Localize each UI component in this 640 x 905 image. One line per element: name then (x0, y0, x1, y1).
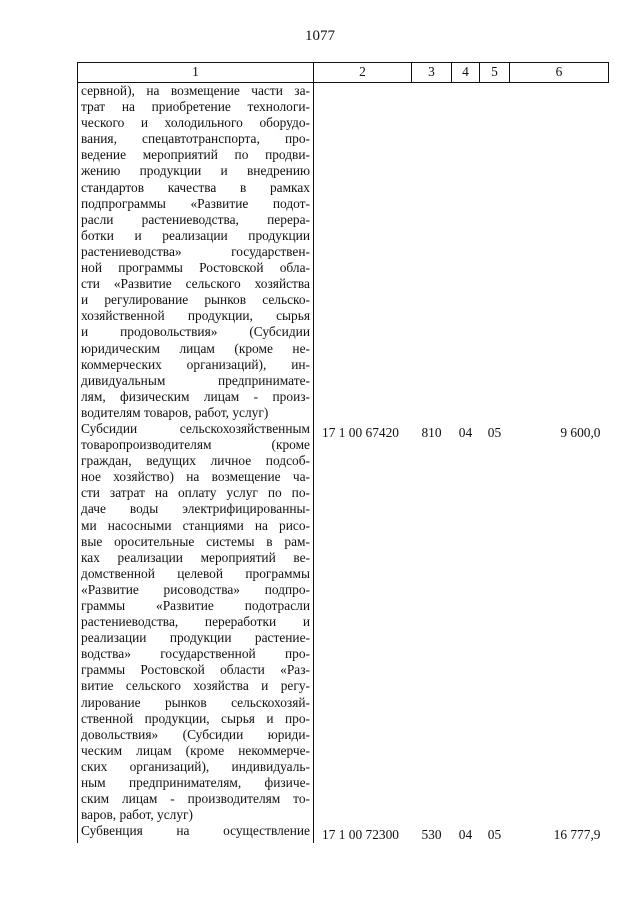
header-col-5: 5 (480, 63, 510, 83)
amount-cell: 9 600,0 (560, 424, 601, 440)
description-line: водителям товаров, работ, услуг) (81, 404, 269, 420)
expense-type-cell: 810 (421, 424, 442, 440)
classification-code-cell: 17 1 00 72300 (322, 827, 399, 843)
description-line: граждан, ведущих личное подсоб- (81, 453, 310, 469)
description-line: водства» государственной про- (81, 646, 310, 662)
description-line: жению продукции и внедрению (81, 163, 310, 179)
description-line: сервной), на возмещение части за- (81, 83, 310, 98)
description-cell (78, 823, 314, 843)
description-line: ским лицам - производителям то- (81, 791, 310, 807)
description-line: довольствия» (Субсидии юриди- (81, 726, 310, 742)
subsection-cell: 05 (487, 827, 502, 843)
description-cell (78, 421, 314, 823)
description-line: коммерческих организаций), ин- (81, 356, 310, 372)
section-cell (452, 83, 480, 421)
description-line: растениеводства, переработки и (81, 614, 310, 630)
description-line: сти затрат на оплату услуг по по- (81, 485, 310, 501)
section-cell: 04 (458, 424, 473, 440)
description-line: ках реализации мероприятий ве- (81, 549, 310, 565)
description-line: ной программы Ростовской обла- (81, 260, 310, 276)
expense-type-cell (412, 83, 452, 421)
header-col-3: 3 (412, 63, 452, 83)
description-line: товаропроизводителям (кроме (81, 437, 310, 453)
header-col-4: 4 (452, 63, 480, 83)
table-row (78, 823, 609, 843)
description-line: граммы «Развитие подотрасли (81, 598, 310, 613)
description-line: лирование рынков сельскохозяй- (81, 694, 310, 710)
description-line: ских организаций), индивидуаль- (81, 758, 310, 774)
description-line: ми насосными станциями на рисо- (81, 517, 310, 533)
description-line: расли растениеводства, перера- (81, 211, 310, 227)
header-col-6: 6 (510, 63, 609, 83)
description-line: хозяйственной продукции, сырья (81, 308, 310, 324)
description-line: ным предпринимателям, физиче- (81, 775, 310, 791)
header-col-1: 1 (78, 63, 314, 83)
description-line: сти «Развитие сельского хозяйства (81, 276, 310, 292)
description-line: ведение мероприятий по продви- (81, 147, 310, 163)
description-line: вания, спецавтотранспорта, про- (81, 131, 310, 147)
header-col-2: 2 (314, 63, 412, 83)
description-line: реализации продукции растение- (81, 630, 310, 646)
description-line: даче воды электрифицированны- (81, 501, 310, 517)
description-line: домственной целевой программы (81, 565, 310, 581)
expense-type-cell: 530 (421, 827, 442, 843)
description-line: ное хозяйство) на возмещение ча- (81, 469, 310, 485)
description-line: граммы Ростовской области «Раз- (81, 662, 310, 678)
subsection-cell: 05 (487, 424, 502, 440)
description-cell (78, 83, 314, 421)
header-row (78, 63, 609, 83)
description-line: Субвенция на осуществление (81, 823, 310, 839)
description-line: и продовольствия» (Субсидии (81, 324, 310, 340)
classification-code-cell (314, 83, 412, 421)
description-line: трат на приобретение технологи- (81, 99, 310, 115)
description-line: растениеводства» государствен- (81, 243, 310, 259)
description-line: «Развитие рисоводства» подпро- (81, 581, 310, 597)
description-line: ческого и холодильного оборудо- (81, 115, 310, 131)
description-line: ственной продукции, сырья и про- (81, 710, 310, 726)
budget-table (77, 62, 609, 843)
description-line: дивидуальным предпринимате- (81, 372, 310, 388)
description-line: варов, работ, услуг) (81, 807, 193, 823)
description-line: ческим лицам (кроме некоммерче- (81, 742, 310, 758)
classification-code-cell: 17 1 00 67420 (322, 424, 399, 440)
description-line: стандартов качества в рамках (81, 179, 310, 195)
description-line: вые оросительные системы в рам- (81, 533, 310, 549)
description-line: витие сельского хозяйства и регу- (81, 678, 310, 694)
page-number: 1077 (305, 28, 335, 44)
section-cell: 04 (458, 827, 473, 843)
description-line: Субсидии сельскохозяйственным (81, 420, 310, 436)
description-line: и регулирование рынков сельско- (81, 292, 310, 308)
description-line: лям, физическим лицам - произ- (81, 388, 310, 404)
description-line: юридическим лицам (кроме не- (81, 340, 310, 356)
description-line: подпрограммы «Развитие подот- (81, 195, 310, 211)
table-row (78, 421, 609, 823)
subsection-cell (480, 83, 510, 421)
amount-cell (510, 83, 609, 421)
description-line: ботки и реализации продукции (81, 227, 310, 243)
table-row (78, 83, 609, 421)
amount-cell: 16 777,9 (553, 827, 601, 843)
